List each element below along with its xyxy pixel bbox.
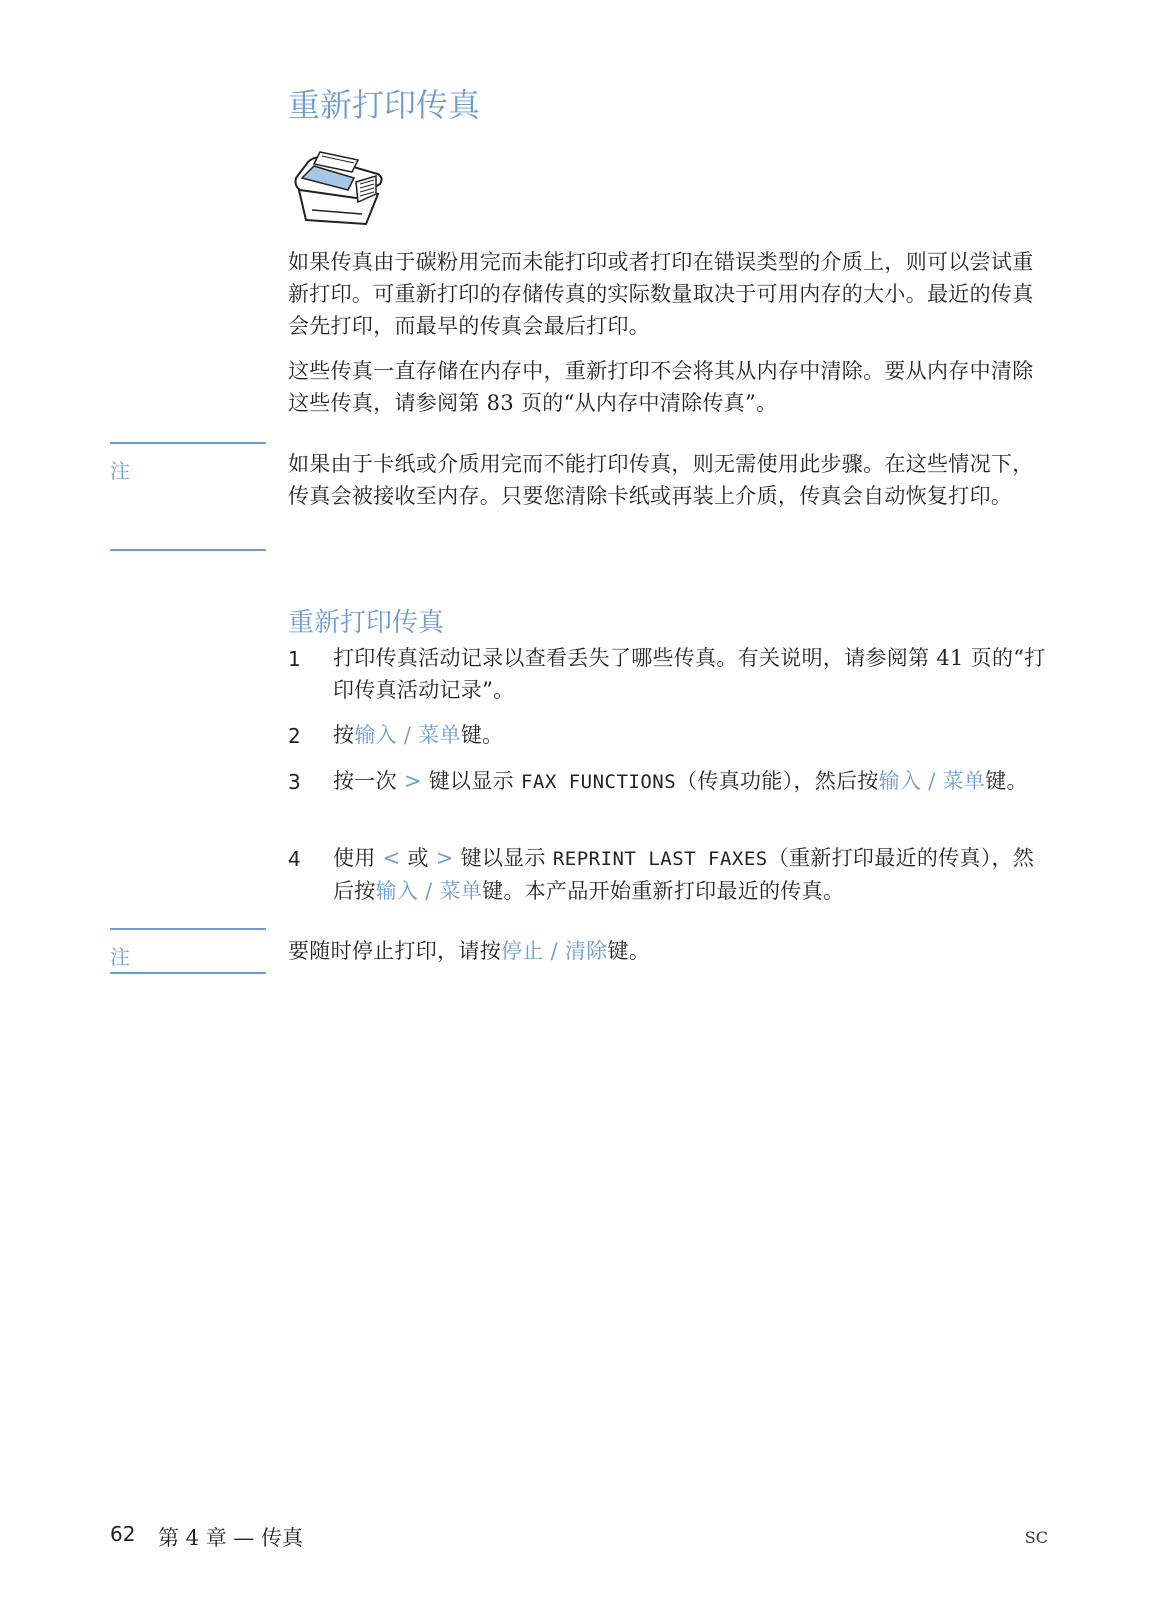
enter-menu-key: 输入 / 菜单: [878, 769, 986, 793]
stop-clear-key: 停止 / 清除: [501, 939, 608, 963]
step-text: 使用 < 或 > 键以显示 REPRINT LAST FAXES（重新打印最近的传真），然后按输入 / 菜单键。本产品开始重新打印最近的传真。: [333, 846, 1035, 903]
display-text: FAX FUNCTIONS: [520, 771, 677, 793]
intro-paragraph-2: 这些传真一直存储在内存中，重新打印不会将其从内存中清除。要从内存中清除这些传真，请参阅第 83 页的“从内存中清除传真”。: [288, 359, 1034, 415]
page-title: 重新打印传真: [288, 86, 481, 124]
language-code: SC: [1024, 1528, 1048, 1547]
note-top-rule: [110, 442, 266, 444]
step-number: 2: [288, 724, 301, 748]
note-label: 注: [110, 945, 130, 969]
display-text: REPRINT LAST FAXES: [552, 848, 768, 870]
fax-machine-icon: [292, 150, 386, 228]
note-bottom-rule: [110, 972, 266, 974]
right-arrow-key-icon: >: [435, 846, 454, 870]
right-arrow-key-icon: >: [403, 769, 422, 793]
note-label: 注: [110, 459, 130, 483]
step-number: 3: [288, 770, 301, 794]
left-arrow-key-icon: <: [382, 846, 401, 870]
step-text: 按一次 > 键以显示 FAX FUNCTIONS（传真功能），然后按输入 / 菜单键。: [333, 769, 1028, 793]
note-text: 要随时停止打印，请按停止 / 清除键。: [288, 939, 651, 963]
note-top-rule: [110, 928, 266, 930]
note-bottom-rule: [110, 549, 266, 551]
chapter-title: 第 4 章 — 传真: [158, 1526, 304, 1550]
section-title: 重新打印传真: [288, 608, 445, 638]
enter-menu-key: 输入 / 菜单: [375, 879, 483, 903]
step-text: 打印传真活动记录以查看丢失了哪些传真。有关说明，请参阅第 41 页的“打印传真活动记录”。: [333, 646, 1046, 702]
page-number: 62: [110, 1522, 136, 1546]
step-number: 4: [288, 847, 301, 871]
step-number: 1: [288, 647, 301, 671]
step-text: 按输入 / 菜单键。: [333, 723, 504, 747]
enter-menu-key: 输入 / 菜单: [354, 723, 461, 747]
note-text: 如果由于卡纸或介质用完而不能打印传真，则无需使用此步骤。在这些情况下，传真会被接收至内存。只要您清除卡纸或再装上介质，传真会自动恢复打印。: [288, 452, 1034, 508]
intro-paragraph-1: 如果传真由于碳粉用完而未能打印或者打印在错误类型的介质上，则可以尝试重新打印。可重新打印的存储传真的实际数量取决于可用内存的大小。最近的传真会先打印，而最早的传真会最后打印。: [288, 250, 1034, 338]
